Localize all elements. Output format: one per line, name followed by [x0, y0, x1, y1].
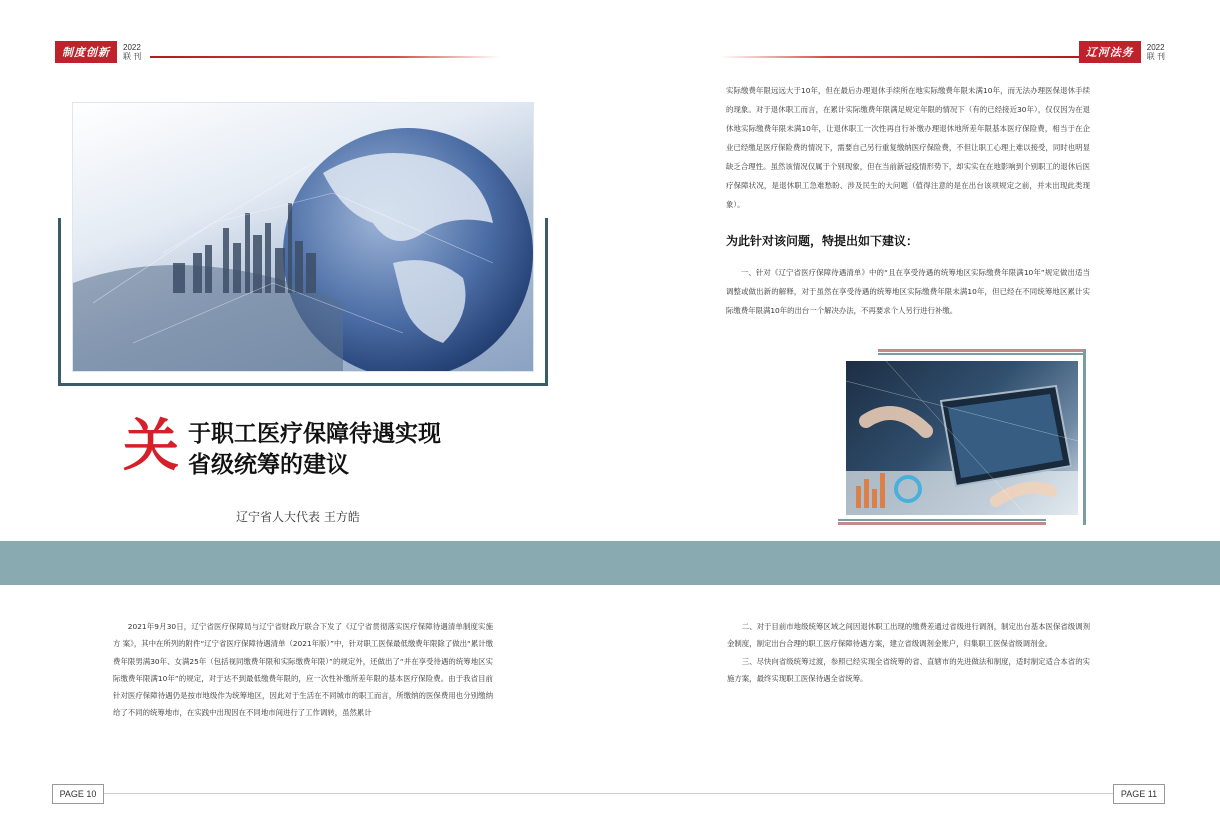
frame-base-line [58, 383, 548, 386]
header-year-right-value: 2022 [1146, 43, 1165, 52]
left-column-text-bottom: 2021年9月30日，辽宁省医疗保障局与辽宁省财政厅联合下发了《辽宁省贯彻落实医疗保障待遇清单制度实施方 案》，其中在所列的附件“辽宁省医疗保障待遇清单（2021年版）”中，针对职工医保最低缴费年限除了做出“累计缴费年限男满30年、女满25年（包括视同缴费年限和实际缴费年限）”的规定外，还做出了“并在享受待遇的统筹地区实际缴费年限满10年”的规定，对于达不到最低缴费年限的，应一次性补缴所差年限的基本医疗保险费。由于我省目前针对医疗保障待遇仍是按市地级作为统筹地区，因此对于生活在不同城市的职工而言，所缴纳的医保费用也分别缴纳给了不同的统筹地市，在实践中出现因在不同地市间进行了工作调转，虽然累计 [113, 622, 493, 718]
article-author: 辽宁省人大代表 王方皓 [236, 510, 360, 524]
article-title [123, 415, 523, 485]
business-image-frame [838, 349, 1086, 525]
right-column-text-top: 实际缴费年限远远大于10年，但在最后办理退休手续所在地实际缴费年限未满10年，而无法办理医保退休手续的现象。对于退休职工而言，在累计实际缴费年限满足规定年限的情况下（有的已经接近30年），仅仅因为在退休地实际缴费年限未满10年，让退休职工一次性再自行补缴办理退休地所差年限基本医疗保险费，相当于在企业已经缴足医疗保险费的情况下，需要自己另行重复缴纳医疗保险费，不但让职工心理上难以接受，同时也明显缺乏合理性。虽然该情况仅属于个别现象，但在当前新冠疫情形势下，却实实在在地影响到个别职工的退休后医疗保障状况，是退休职工急难愁盼、涉及民生的大问题（值得注意的是在出台该项规定之前，并未出现此类现象）。 [726, 86, 1090, 209]
frame-bar-right [545, 218, 548, 386]
header-year-left-value: 2022 [123, 43, 141, 52]
footer-rule-right [610, 793, 1113, 794]
frame-bottom-line [838, 522, 1046, 525]
suggestion-3-paragraph: 三、尽快向省级统筹过渡，参照已经实现全省统筹的省、直辖市的先进做法和制度，适时制定适合本省的实施方案，最终实现职工医保待遇全省统筹。 [727, 656, 1090, 683]
header-right [1079, 42, 1165, 62]
frame-bottom-line-2 [838, 519, 1046, 521]
header-sub-right: 联 刊 [1146, 52, 1165, 61]
header-year-right [1147, 43, 1165, 61]
frame-bar-left [58, 218, 61, 386]
title-initial-char: 关 [123, 414, 179, 479]
frame-top-line [878, 349, 1086, 352]
right-column-text-bottom [727, 618, 1090, 687]
divider-band [0, 541, 1220, 585]
frame-top-line-2 [878, 353, 1086, 355]
title-line-2: 省级统筹的建议 [188, 452, 349, 478]
page-number-right: PAGE 11 [1113, 784, 1165, 804]
hero-image-frame [58, 88, 548, 386]
header-left [55, 42, 141, 62]
suggestion-1-paragraph: 一、针对《辽宁省医疗保障待遇清单》中的“且在享受待遇的统筹地区实际缴费年限满10年”规定做出适当调整或做出新的解释，对于虽然在享受待遇的统筹地区实际缴费年限未满10年，但已经在不同统筹地区累计实际缴费年限满10年的出台一个解决办法，不再要求个人另行进行补缴。 [726, 268, 1090, 315]
header-rule-right [720, 56, 1080, 58]
frame-side-line [1083, 349, 1086, 525]
header-rule-left [150, 56, 500, 58]
suggestion-2-paragraph: 二、对于目前市地级统筹区域之间因退休职工出现的缴费差通过省级进行调剂，制定出台基本医保省级调剂金制度，制定出台合理的职工医疗保障待遇方案，建立省级调剂金账户，归集职工医保省级调剂金。 [727, 622, 1090, 649]
right-column-heading: 为此针对该问题，特提出如下建议： [726, 234, 919, 248]
globe-city-illustration [73, 103, 534, 372]
business-illustration [846, 361, 1078, 515]
title-line-1: 于职工医疗保障待遇实现 [188, 421, 441, 447]
footer-rule-left [104, 793, 610, 794]
section-badge-left: 制度创新 [55, 41, 117, 63]
page-number-left: PAGE 10 [52, 784, 104, 804]
section-badge-right: 辽河法务 [1079, 41, 1141, 63]
header-year-left [123, 43, 141, 61]
business-tablet-photo [846, 361, 1078, 515]
header-sub-left: 联 刊 [123, 52, 142, 61]
globe-city-photo [72, 102, 534, 372]
